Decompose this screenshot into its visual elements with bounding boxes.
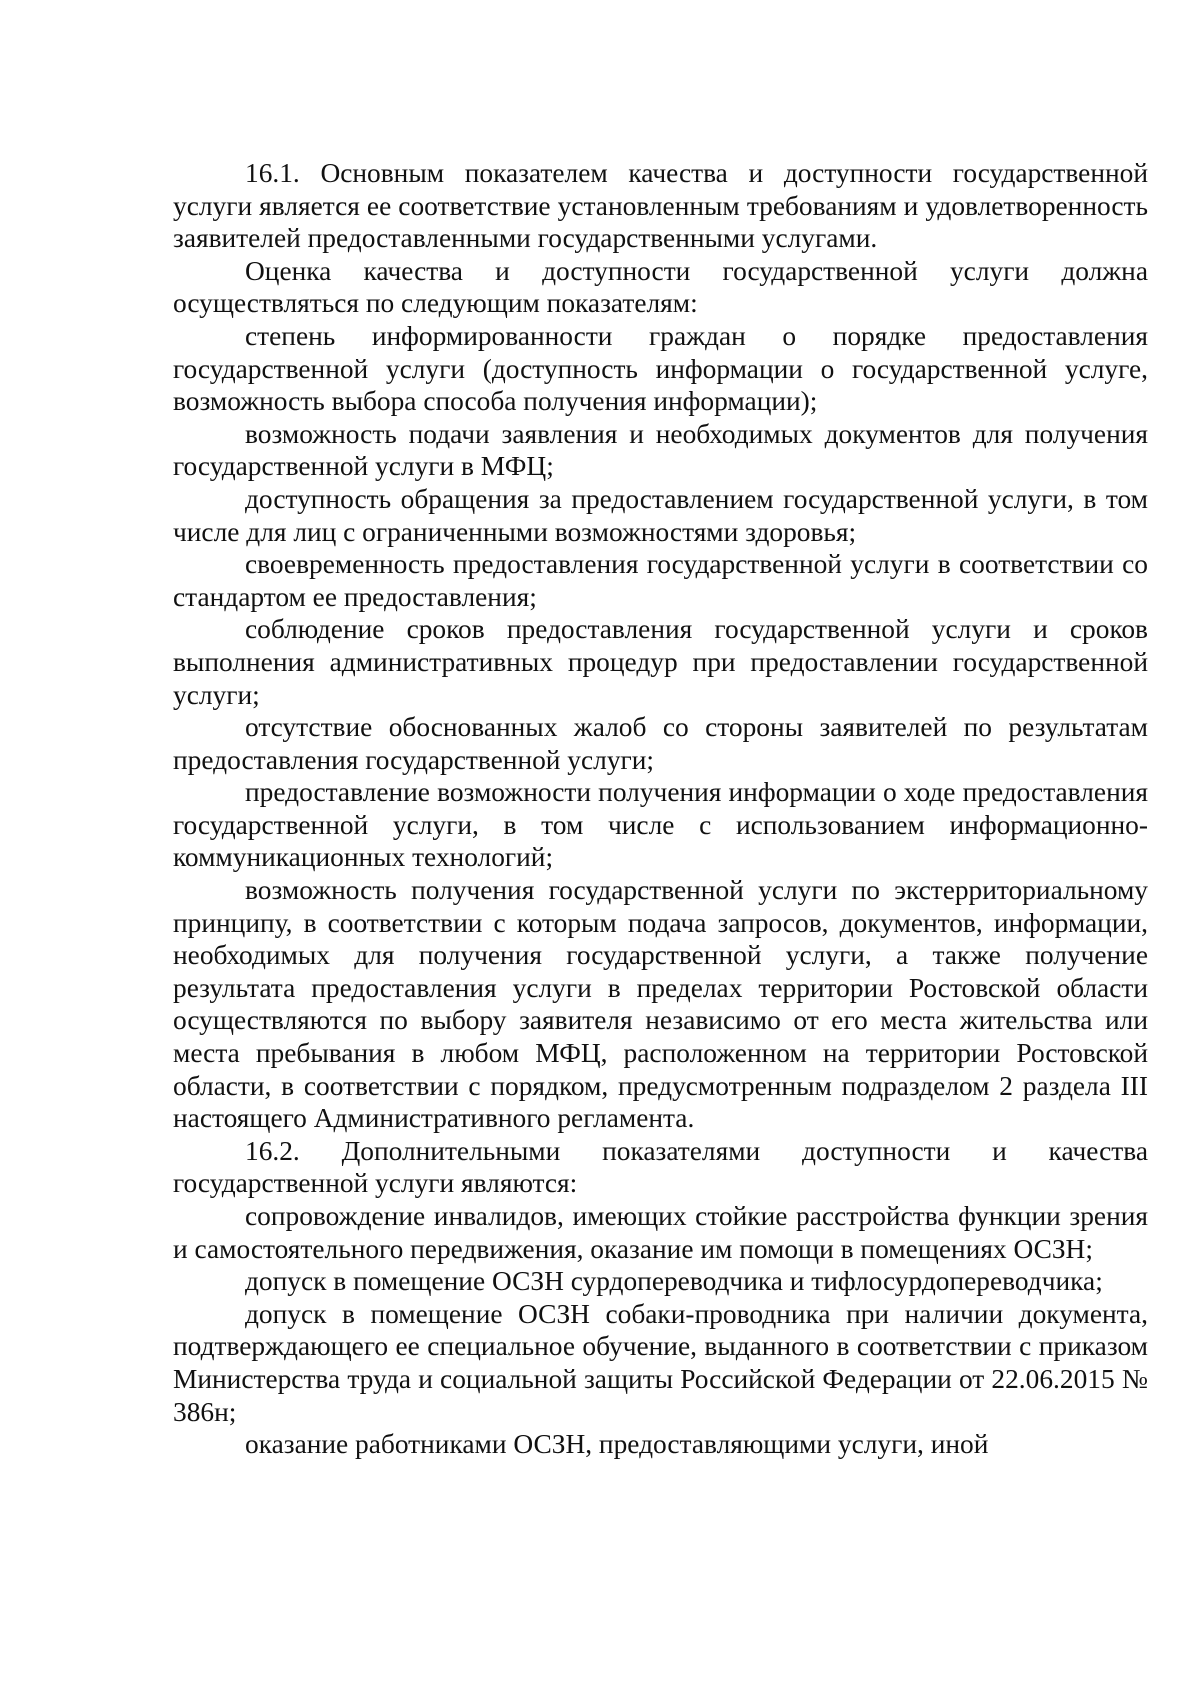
paragraph-timeliness: своевременность предоставления государственной услуги в соответствии со стандартом ее предоставления; [173, 549, 1148, 612]
paragraph-staff-assistance: оказание работниками ОСЗН, предоставляющими услуги, иной [245, 1429, 989, 1460]
paragraph-guide-dog: допуск в помещение ОСЗН собаки-проводника при наличии документа, подтверждающего ее специальное обучение, выданного в соответствии с приказом Министерства труда и социальной защиты Российской Федерации от 22.06.2015 № 386н; [173, 1298, 1148, 1427]
paragraph-deadlines: соблюдение сроков предоставления государственной услуги и сроков выполнения административных процедур при предоставлении государственной услуги; [173, 614, 1148, 710]
paragraph-informedness: степень информированности граждан о порядке предоставления государственной услуги (доступность информации о государственной услуге, возможность выбора способа получения информации); [173, 320, 1148, 417]
document-body [173, 157, 1148, 1461]
paragraph-progress-info: предоставление возможности получения информации о ходе предоставления государственной услуги, в том числе с использованием информационно-коммуникационных технологий; [173, 777, 1148, 873]
paragraph-extraterritorial: возможность получения государственной услуги по экстерриториальному принципу, в соответствии с которым подача запросов, документов, информации, необходимых для получения государственной услуги, а также получение результата предоставления услуги в пределах территории Ростовской области осуществляются по выбору заявителя независимо от его места жительства или места пребывания в любом МФЦ, расположенном на территории Ростовской области, в соответствии с порядком, предусмотренным подразделом 2 раздела III настоящего Административного регламента. [173, 875, 1148, 1134]
paragraph-accessibility: доступность обращения за предоставлением государственной услуги, в том числе для лиц с ограниченными возможностями здоровья; [173, 483, 1148, 547]
paragraph-escort: сопровождение инвалидов, имеющих стойкие расстройства функции зрения и самостоятельного передвижения, оказание им помощи в помещениях ОСЗН; [173, 1201, 1148, 1264]
paragraph-16-2: 16.2. Дополнительными показателями доступности и качества государственной услуги являются: [173, 1135, 1148, 1199]
paragraph-no-complaints: отсутствие обоснованных жалоб со стороны заявителей по результатам предоставления государственной услуги; [173, 712, 1148, 775]
paragraph-interpreter: допуск в помещение ОСЗН сурдопереводчика и тифлосурдопереводчика; [245, 1266, 1103, 1297]
paragraph-quality-assessment: Оценка качества и доступности государственной услуги должна осуществляться по следующим показателям: [173, 255, 1148, 319]
paragraph-16-1: 16.1. Основным показателем качества и доступности государственной услуги является ее соответствие установленным требованиям и удовлетворенность заявителей предоставленными государственными услугами. [173, 158, 1148, 254]
paragraph-application-submission: возможность подачи заявления и необходимых документов для получения государственной услуги в МФЦ; [173, 418, 1148, 482]
